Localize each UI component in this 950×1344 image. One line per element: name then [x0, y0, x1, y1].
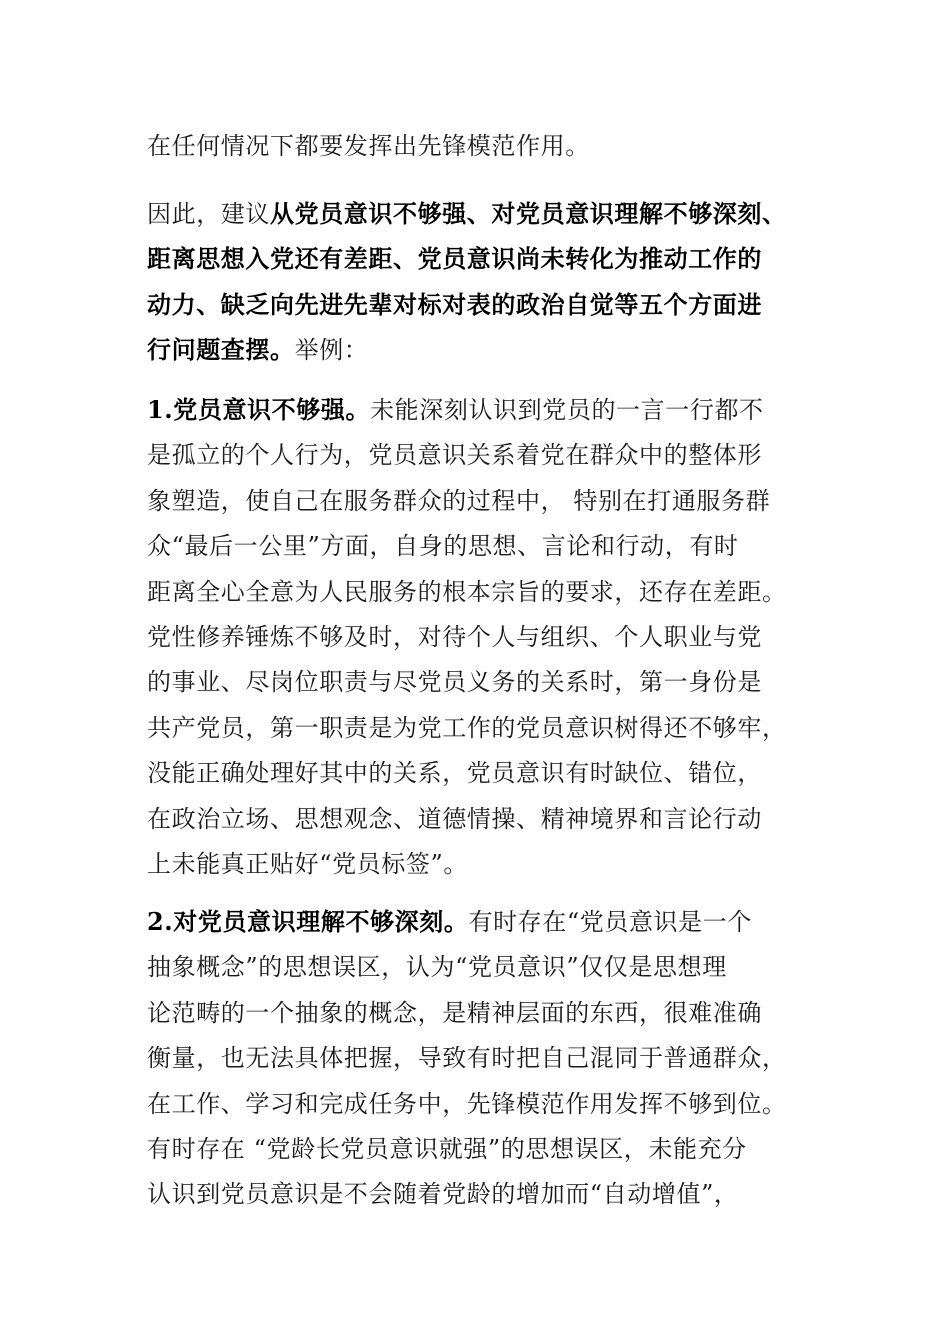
- text-line: [147, 848, 468, 880]
- text-line: [147, 666, 762, 698]
- body-text: 衡量，也无法具体把握，导致有时把自己混同于普通群众，: [147, 1044, 787, 1073]
- body-text: 众“最后一公里”方面，自身的思想、言论和行动，有时: [147, 532, 739, 561]
- body-text: 象塑造，使自己在服务群众的过程中， 特别在打通服务群: [147, 486, 771, 515]
- text-line: [147, 1133, 747, 1165]
- body-text: 论范畴的一个抽象的概念，是精神层面的东西，很难准确: [147, 998, 762, 1027]
- text-line: [147, 1178, 739, 1210]
- text-line: [147, 803, 762, 835]
- body-text: 党性修养锤炼不够及时，对待个人与组织、个人职业与党: [147, 623, 762, 651]
- body-text: 有时存在“党员意识是一个: [468, 908, 752, 936]
- text-line: [147, 130, 590, 162]
- bold-text: 1.党员意识不够强。: [147, 395, 371, 424]
- body-text: 认识到党员意识是不会随着党龄的增加而“自动增值”，: [147, 1180, 739, 1209]
- text-line: [147, 621, 762, 653]
- text-line: [147, 576, 787, 608]
- text-line: [147, 394, 764, 426]
- text-line: [147, 530, 739, 562]
- body-text: 距离全心全意为人民服务的根本宗旨的要求，还存在差距。: [147, 577, 787, 606]
- text-line: [147, 1042, 787, 1074]
- bold-text: 距离思想入党还有差距、党员意识尚未转化为推动工作的: [147, 244, 762, 274]
- bold-text: 从党员意识不够强、对党员意识理解不够深刻、: [270, 199, 787, 228]
- body-text: 未能深刻认识到党员的一言一行都不: [370, 396, 764, 424]
- body-text: 在政治立场、思想观念、道德情操、精神境界和言论行动: [147, 804, 762, 833]
- body-text: 共产党员，第一职责是为党工作的党员意识树得还不够牢，: [147, 713, 787, 742]
- body-text: 是孤立的个人行为，党员意识关系着党在群众中的整体形: [147, 441, 762, 470]
- text-line: [147, 243, 762, 275]
- body-text: 没能正确处理好其中的关系，党员意识有时缺位、错位，: [147, 759, 762, 788]
- body-text: 抽象概念”的思想误区，认为“党员意识”仅仅是思想理: [147, 953, 727, 982]
- text-line: [147, 198, 787, 230]
- text-line: [147, 757, 762, 789]
- bold-text: 动力、缺乏向先进先辈对标对表的政治自觉等五个方面进: [147, 289, 762, 319]
- body-text: 在工作、学习和完成任务中，先锋模范作用发挥不够到位。: [147, 1089, 787, 1118]
- text-line: [147, 439, 762, 471]
- body-text: 的事业、尽岗位职责与尽党员义务的关系时，第一身份是: [147, 668, 762, 697]
- text-line: [147, 712, 787, 744]
- text-line: [147, 334, 368, 366]
- text-line: [147, 906, 752, 938]
- text-line: [147, 485, 770, 517]
- text-line: [147, 951, 727, 983]
- text-line: [147, 289, 762, 321]
- text-line: [147, 997, 762, 1029]
- body-text: 因此，建议: [147, 200, 270, 228]
- body-text: 举例：: [294, 336, 369, 365]
- body-text: 在任何情况下都要发挥出先锋模范作用。: [147, 132, 590, 160]
- bold-text: 2.对党员意识理解不够深刻。: [147, 907, 469, 936]
- text-line: [147, 1088, 787, 1120]
- body-text: 上未能真正贴好“党员标签”。: [147, 850, 468, 878]
- body-text: 有时存在 “党龄长党员意识就强”的思想误区，未能充分: [147, 1135, 747, 1163]
- bold-text: 行问题查摆。: [147, 335, 295, 365]
